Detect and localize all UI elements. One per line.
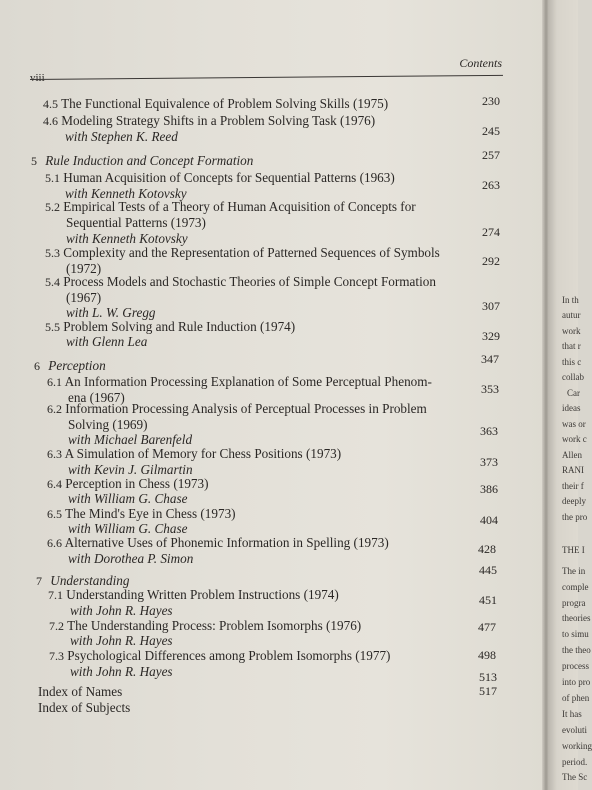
- toc-entry: [47, 446, 341, 462]
- toc-entry: [43, 113, 375, 129]
- entry-page: 477: [478, 620, 496, 634]
- entry-page: 498: [478, 648, 496, 662]
- entry-coauthor: with William G. Chase: [68, 491, 188, 506]
- facing-text: collab: [562, 372, 584, 382]
- chapter-title: Perception: [48, 358, 106, 373]
- entry-page: 263: [482, 178, 500, 192]
- toc-entry: [48, 587, 339, 603]
- toc-entry: [47, 374, 432, 390]
- entry-title: Problem Solving and Rule Induction (1974): [63, 319, 296, 334]
- facing-text: Car: [567, 388, 580, 398]
- entry-page: 386: [480, 482, 498, 496]
- entry-number: 7.1: [48, 588, 63, 602]
- entry-title: Alternative Uses of Phonemic Information in Spelling (1973): [64, 535, 389, 550]
- facing-text: of phen: [562, 693, 590, 703]
- facing-text: theories: [562, 613, 591, 623]
- toc-entry: [45, 170, 395, 186]
- facing-text: this c: [562, 357, 582, 367]
- entry-number: 5.2: [45, 200, 60, 214]
- facing-text: comple: [562, 582, 589, 592]
- entry-title-cont: Sequential Patterns (1973): [66, 215, 206, 230]
- facing-text: ideas: [562, 403, 581, 413]
- entry-number: 6.4: [47, 477, 62, 491]
- entry-coauthor: with John R. Hayes: [70, 633, 173, 648]
- facing-text: evoluti: [562, 725, 587, 735]
- entry-number: 7.3: [49, 649, 64, 663]
- facing-text: RANI: [562, 465, 584, 475]
- entry-number: 6.3: [47, 447, 62, 461]
- entry-coauthor: with Kenneth Kotovsky: [66, 231, 188, 246]
- running-head: Contents: [459, 56, 502, 70]
- toc-entry: [45, 319, 295, 335]
- entry-page: 292: [482, 254, 500, 268]
- entry-title: The Understanding Process: Problem Isomorphs (1976): [67, 618, 362, 633]
- entry-coauthor: with William G. Chase: [68, 521, 188, 536]
- facing-text: deeply: [562, 496, 586, 506]
- entry-page: 428: [478, 542, 496, 556]
- entry-title: Psychological Differences among Problem Isomorphs (1977): [67, 648, 391, 663]
- entry-number: 7.2: [49, 619, 64, 633]
- entry-coauthor: with Michael Barenfeld: [68, 432, 193, 447]
- facing-text: the theo: [562, 645, 591, 655]
- entry-page: 517: [479, 684, 497, 698]
- entry-page: 513: [479, 670, 497, 684]
- facing-text: the pro: [562, 512, 588, 522]
- entry-coauthor: with Kevin J. Gilmartin: [68, 462, 193, 477]
- facing-text: The Sc: [562, 772, 588, 782]
- facing-text: their f: [562, 481, 584, 491]
- facing-text: Allen: [562, 450, 582, 460]
- entry-page: 363: [480, 424, 498, 438]
- entry-page: 404: [480, 513, 498, 527]
- entry-title: An Information Processing Explanation of Some Perceptual Phenom-: [64, 374, 432, 389]
- toc-entry: [45, 274, 436, 290]
- entry-number: 6.6: [47, 536, 62, 550]
- toc-entry: [49, 648, 390, 664]
- entry-title-cont: (1967): [66, 290, 102, 305]
- entry-number: 6.2: [47, 402, 62, 416]
- facing-text: work c: [562, 434, 587, 444]
- facing-text: to simu: [562, 629, 589, 639]
- entry-coauthor: with Kenneth Kotovsky: [65, 186, 187, 201]
- toc-entry: [45, 199, 416, 215]
- entry-number: 4.5: [43, 97, 58, 111]
- entry-title: A Simulation of Memory for Chess Positions (1973): [64, 446, 342, 461]
- facing-text: was or: [562, 419, 586, 429]
- facing-text: It has: [562, 709, 582, 719]
- entry-page: 451: [479, 593, 497, 607]
- entry-coauthor: with Dorothea P. Simon: [68, 551, 194, 566]
- entry-page: 373: [480, 455, 498, 469]
- toc-chapter: [34, 358, 106, 374]
- entry-number: 5.4: [45, 275, 60, 289]
- entry-coauthor: with L. W. Gregg: [66, 305, 156, 320]
- entry-title: Modeling Strategy Shifts in a Problem Solving Task (1976): [61, 113, 376, 128]
- entry-title: Human Acquisition of Concepts for Sequential Patterns (1963): [63, 170, 395, 185]
- facing-page: [548, 0, 592, 790]
- entry-page: 307: [482, 299, 500, 313]
- entry-title: The Functional Equivalence of Problem Solving Skills (1975): [61, 96, 389, 111]
- facing-text: period.: [562, 757, 588, 767]
- entry-title-cont: (1972): [66, 261, 102, 276]
- facing-text: process: [562, 661, 589, 671]
- chapter-number: 5: [31, 154, 37, 168]
- entry-title-cont: Solving (1969): [68, 417, 148, 432]
- entry-title-cont: ena (1967): [68, 390, 125, 405]
- toc-index-entry: Index of Names: [38, 684, 123, 699]
- facing-text: work: [562, 326, 581, 336]
- entry-page: 353: [481, 382, 499, 396]
- facing-text: that r: [562, 341, 581, 351]
- entry-number: 5.5: [45, 320, 60, 334]
- entry-number: 6.1: [47, 375, 62, 389]
- toc-entry: [49, 618, 361, 634]
- chapter-title: Rule Induction and Concept Formation: [45, 153, 254, 168]
- toc-entry: [47, 401, 427, 417]
- entry-page: 329: [482, 329, 500, 343]
- entry-page: 347: [481, 352, 499, 366]
- chapter-title: Understanding: [50, 573, 130, 588]
- chapter-number: 7: [36, 574, 42, 588]
- facing-text: In th: [562, 295, 579, 305]
- entry-number: 5.1: [45, 171, 60, 185]
- entry-number: 6.5: [47, 507, 62, 521]
- entry-coauthor: with Glenn Lea: [66, 334, 148, 349]
- entry-number: 5.3: [45, 246, 60, 260]
- entry-number: 4.6: [43, 114, 58, 128]
- entry-coauthor: with Stephen K. Reed: [65, 129, 178, 144]
- facing-text: working: [562, 741, 592, 751]
- toc-entry: [45, 245, 440, 261]
- toc-chapter: [31, 153, 253, 169]
- toc-entry: [47, 506, 236, 522]
- toc-entry: [47, 476, 209, 492]
- entry-title: The Mind's Eye in Chess (1973): [65, 506, 236, 521]
- chapter-number: 6: [34, 359, 40, 373]
- entry-title: Perception in Chess (1973): [65, 476, 209, 491]
- entry-page: 274: [482, 225, 500, 239]
- facing-text: into pro: [562, 677, 591, 687]
- entry-title: Complexity and the Representation of Patterned Sequences of Symbols: [63, 245, 440, 260]
- entry-page: 445: [479, 563, 497, 577]
- toc-entry: [47, 535, 389, 551]
- entry-coauthor: with John R. Hayes: [70, 664, 173, 679]
- entry-page: 230: [482, 94, 500, 108]
- entry-page: 245: [482, 124, 500, 138]
- entry-coauthor: with John R. Hayes: [70, 603, 173, 618]
- facing-text: The in: [562, 566, 586, 576]
- toc-entry: [43, 96, 388, 112]
- facing-text: THE I: [562, 545, 585, 555]
- facing-text: progra: [562, 598, 586, 608]
- entry-title: Empirical Tests of a Theory of Human Acquisition of Concepts for: [63, 199, 416, 214]
- facing-text: autur: [562, 310, 581, 320]
- entry-title: Understanding Written Problem Instructions (1974): [66, 587, 339, 602]
- entry-page: 257: [482, 148, 500, 162]
- entry-title: Information Processing Analysis of Perceptual Processes in Problem: [65, 401, 427, 416]
- entry-title: Process Models and Stochastic Theories of Simple Concept Formation: [63, 274, 436, 289]
- toc-index-entry: Index of Subjects: [38, 700, 131, 715]
